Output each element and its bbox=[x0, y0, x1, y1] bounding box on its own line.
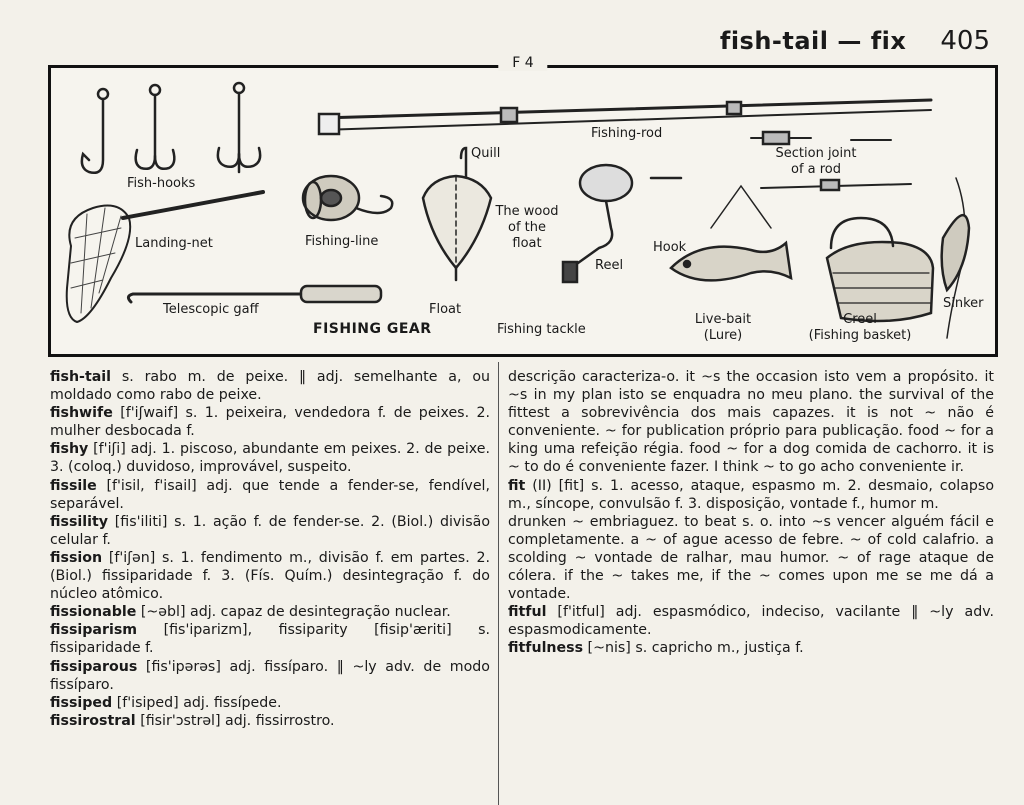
fishing-gear-plate bbox=[48, 55, 998, 357]
entry-headword: fissility bbox=[50, 513, 109, 530]
entry-headword: fit bbox=[508, 477, 526, 494]
entry-definition: [f'iʃi] adj. 1. piscoso, abundante em peixes. 2. de peixe. 3. (coloq.) duvidoso, improvável, suspeito. bbox=[50, 441, 490, 476]
dictionary-entry bbox=[50, 712, 490, 730]
entry-headword: fissiparism bbox=[50, 622, 138, 639]
dictionary-entry bbox=[50, 603, 490, 621]
entry-headword: fitfulness bbox=[508, 640, 584, 657]
left-column bbox=[50, 368, 490, 730]
entry-definition: [f'iʃən] s. 1. fendimento m., divisão f. em partes. 2. (Biol.) fissiparidade f. 3. (Fís. Quím.) desintegração f. do núcleo atômico. bbox=[50, 549, 490, 603]
entry-definition: [fis'iliti] s. 1. ação f. de fender-se. 2. (Biol.) divisão celular f. bbox=[50, 513, 490, 548]
dictionary-entry bbox=[50, 658, 490, 694]
float-icon bbox=[423, 148, 491, 280]
entry-headword: fissiped bbox=[50, 694, 113, 711]
entry-headword: fissirostral bbox=[50, 712, 136, 729]
dictionary-entry bbox=[508, 603, 994, 639]
entry-definition: drunken ~ embriaguez. to beat s. o. into ~s vencer alguém fácil e completamente. a ~ of ague acesso de febre. ~ of cold calafrio. a scolding ~ vontade de ralhar, mau humor. ~ of rage ataque de cólera. if the ~ takes me, if the ~ comes upon me se me dá a vontade. bbox=[508, 513, 994, 603]
page-number: 405 bbox=[940, 26, 990, 56]
entry-definition: (II) [fit] s. 1. acesso, ataque, espasmo m. 2. desmaio, colapso m., síncope, convulsão f. 3. disposição, vontade f., humor m. bbox=[508, 477, 994, 512]
label-telescopic-gaff: Telescopic gaff bbox=[163, 302, 259, 317]
telescopic-gaff-icon bbox=[128, 286, 381, 302]
label-wood-of-float-3: float bbox=[512, 236, 542, 251]
dictionary-entry bbox=[50, 549, 490, 603]
dictionary-entry bbox=[508, 513, 994, 603]
dictionary-entry bbox=[508, 477, 994, 513]
entry-definition: [f'isiped] adj. fissípede. bbox=[112, 694, 282, 711]
entry-headword: fissile bbox=[50, 477, 97, 494]
dictionary-entry bbox=[50, 404, 490, 440]
entry-headword: fissionable bbox=[50, 604, 137, 621]
label-fishing-rod: Fishing-rod bbox=[591, 126, 663, 141]
fish-hooks-icon bbox=[82, 83, 260, 173]
entry-definition: [~əbl] adj. capaz de desintegração nuclear. bbox=[136, 604, 451, 621]
label-live-bait-1: Live-bait bbox=[694, 312, 752, 327]
dictionary-entry bbox=[50, 440, 490, 476]
entry-definition: descrição caracteriza-o. it ~s the occasion isto vem a propósito. it ~s in my plan isto se enquadra no meu plano. the survival of the fittest a sobrevivência dos mais capazes. it is not ~ não é conveniente. ~ for publication próprio para publicação. food ~ for a king uma refeição régia. food ~ for a dog comida de cachorro. it is ~ to do é conveniente fazer. I think ~ to go acho conveniente ir. bbox=[508, 369, 994, 476]
dictionary-entry bbox=[50, 621, 490, 657]
entry-headword: fission bbox=[50, 549, 103, 566]
dictionary-entry bbox=[50, 513, 490, 549]
label-fishing-tackle: Fishing tackle bbox=[497, 322, 586, 337]
entry-headword: fishy bbox=[50, 441, 89, 458]
label-reel: Reel bbox=[595, 258, 624, 273]
entry-definition: s. rabo m. de peixe. ‖ adj. semelhante a, ou moldado como rabo de peixe. bbox=[50, 369, 490, 404]
dictionary-entry bbox=[50, 477, 490, 513]
entry-definition: [fis'iparizm], fissiparity [fisip'æriti] s. fissiparidade f. bbox=[50, 622, 490, 657]
page-header bbox=[720, 26, 990, 56]
entry-headword: fissiparous bbox=[50, 658, 138, 675]
label-quill: Quill bbox=[471, 146, 501, 161]
entry-headword: fishwife bbox=[50, 405, 113, 422]
running-head: fish-tail — fix bbox=[719, 27, 907, 55]
sinker-icon bbox=[942, 178, 969, 338]
live-bait-fish-icon bbox=[671, 186, 791, 280]
creel-icon bbox=[827, 218, 933, 321]
label-wood-of-float-2: of the bbox=[508, 220, 546, 235]
entry-definition: [~nis] s. capricho m., justiça f. bbox=[583, 640, 804, 657]
fishing-line-icon bbox=[303, 176, 392, 220]
entry-definition: [fis'ipərəs] adj. fissíparo. ‖ ~ly adv. de modo fissíparo. bbox=[50, 658, 490, 693]
entry-definition: [fisir'ɔstrəl] adj. fissirrostro. bbox=[135, 712, 335, 729]
label-fish-hooks: Fish-hooks bbox=[127, 176, 196, 191]
plate-code: F 4 bbox=[498, 55, 547, 71]
dictionary-entry bbox=[50, 368, 490, 404]
entry-headword: fish-tail bbox=[50, 369, 112, 385]
dictionary-entry bbox=[508, 639, 994, 657]
section-joint-icon bbox=[751, 132, 911, 190]
entry-headword: fitful bbox=[508, 604, 547, 621]
label-sinker: Sinker bbox=[943, 296, 984, 311]
label-section-joint-1: Section joint bbox=[775, 146, 857, 161]
entry-definition: [f'isil, f'isail] adj. que tende a fender-se, fendível, separável. bbox=[50, 477, 490, 512]
dictionary-entry bbox=[50, 694, 490, 712]
label-creel-1: Creel bbox=[843, 312, 877, 327]
label-landing-net: Landing-net bbox=[135, 236, 213, 251]
label-wood-of-float-1: The wood bbox=[495, 204, 559, 219]
label-hook: Hook bbox=[653, 240, 687, 255]
label-section-joint-2: of a rod bbox=[790, 162, 842, 177]
label-float: Float bbox=[429, 302, 462, 317]
entry-definition: [f'itful] adj. espasmódico, indeciso, vacilante ‖ ~ly adv. espasmodicamente. bbox=[508, 604, 994, 639]
column-divider bbox=[498, 362, 499, 805]
label-live-bait-2: (Lure) bbox=[703, 328, 743, 343]
label-fishing-line: Fishing-line bbox=[305, 234, 379, 249]
label-creel-2: (Fishing basket) bbox=[808, 328, 912, 343]
right-column bbox=[508, 368, 994, 658]
plate-title: FISHING GEAR bbox=[313, 321, 432, 337]
entry-definition: [f'iʃwaif] s. 1. peixeira, vendedora f. de peixes. 2. mulher desbocada f. bbox=[50, 405, 490, 440]
dictionary-entry bbox=[508, 368, 994, 477]
